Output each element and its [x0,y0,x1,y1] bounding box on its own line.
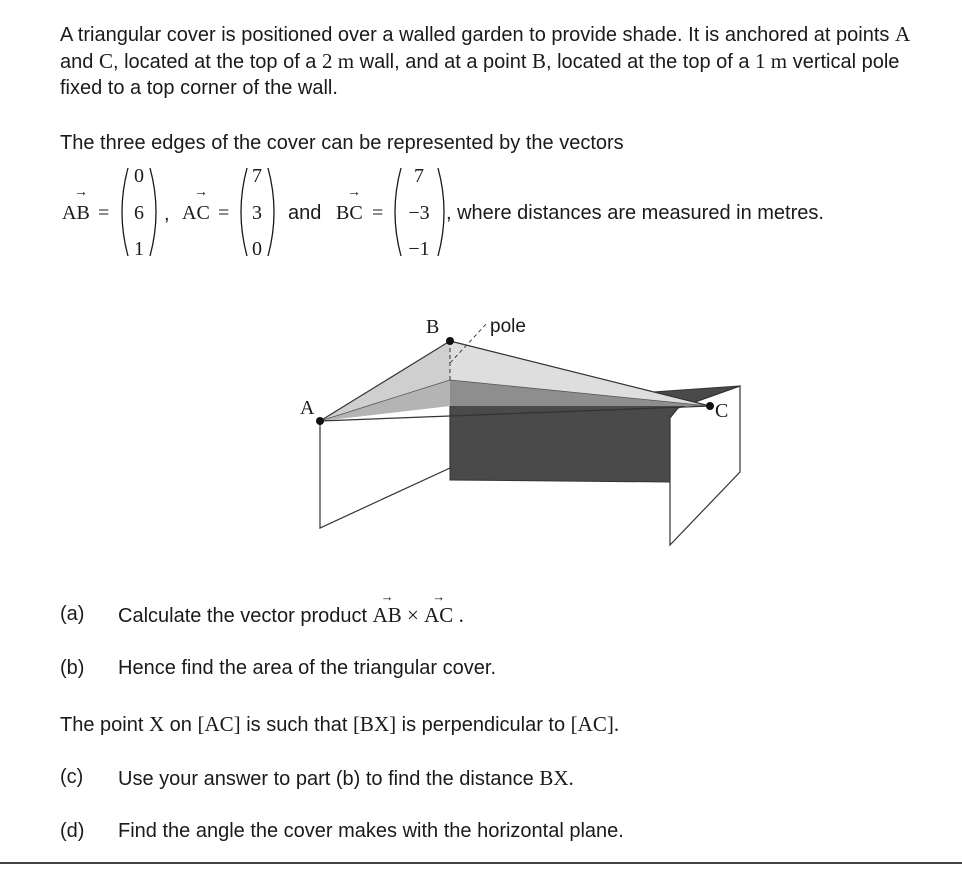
bracket-right-bc [438,168,444,256]
vector-ac-equals: = [218,202,230,224]
question-a-text: Calculate the vector product → AB × → AC . [118,589,464,627]
intro-text-6: vertical pole fixed to a top corner of the wall. [60,51,900,99]
bracket-left-bc [395,168,401,256]
pole-height: 1 m [755,49,788,73]
and-word: and [288,202,322,224]
bottom-divider [0,862,962,864]
vector-bc-z: −1 [408,238,430,260]
wall-height: 2 m [322,49,355,73]
point-c-label: C [98,49,113,73]
intro-text-4: wall, and at a point [354,51,532,73]
question-d-text: Find the angle the cover makes with the horizontal plane. [118,820,624,842]
question-d-label: (d) [60,820,85,842]
point-c [706,402,714,410]
bracket-left-ac [241,168,247,256]
arrow-ac-icon: → [432,589,446,604]
arrow-ab-icon: → [380,589,394,604]
vector-ac-arrow-icon: → [194,185,208,200]
vector-bc-equals: = [372,202,384,224]
question-b-label: (b) [60,657,85,679]
vector-ab-y: 6 [134,202,144,224]
comma-1: , [164,203,170,225]
vector-ac-name: AC [182,202,210,224]
diagram-label-c: C [715,400,729,422]
vector-ac-y: 3 [252,202,262,224]
question-b-text: Hence find the area of the triangular cover. [118,657,497,679]
vector-ab-inline: → AB [372,589,402,627]
bracket-left-ab [122,168,128,256]
intro-text-1: A triangular cover is positioned over a walled garden to provide shade. It is anchored at points [60,24,895,46]
vector-bc-name: BC [336,202,363,224]
vector-bc-arrow-icon: → [347,185,361,200]
intro-text-5: , located at the top of a [546,51,756,73]
point-x-statement: The point X on [AC] is such that [BX] is perpendicular to [AC]. [60,712,620,736]
diagram-label-b: B [426,316,440,338]
intro-text-3: , located at the top of a [112,51,322,73]
vectors-tail: , where distances are measured in metres. [446,202,824,224]
diagram-label-a: A [300,397,315,419]
vector-ab-equals: = [98,202,110,224]
bracket-right-ac [268,168,274,256]
vector-ab-x: 0 [134,165,144,187]
vector-definitions [60,160,940,268]
right-wall [670,386,740,545]
vector-ac-x: 7 [252,165,262,187]
intro-paragraph [60,21,940,101]
garden-cover-diagram [290,308,760,553]
vector-ac-inline: → AC [424,589,454,627]
vector-ab-arrow-icon: → [74,185,88,200]
vectors-intro: The three edges of the cover can be represented by the vectors [60,132,624,154]
question-a-label: (a) [60,603,85,625]
question-c-label: (c) [60,766,84,788]
vector-bc-x: 7 [414,165,424,187]
point-a [316,417,324,425]
question-c-text: Use your answer to part (b) to find the distance BX. [118,766,574,790]
bracket-right-ab [150,168,156,256]
vector-ac-z: 0 [252,238,262,260]
vector-ab-z: 1 [134,238,144,260]
point-b-label: B [531,49,546,73]
vector-ab-name: AB [62,202,90,224]
point-a-label: A [894,22,911,46]
point-b [446,337,454,345]
vector-bc-y: −3 [408,202,430,224]
diagram-label-pole: pole [490,316,526,337]
intro-text-2: and [60,51,99,73]
